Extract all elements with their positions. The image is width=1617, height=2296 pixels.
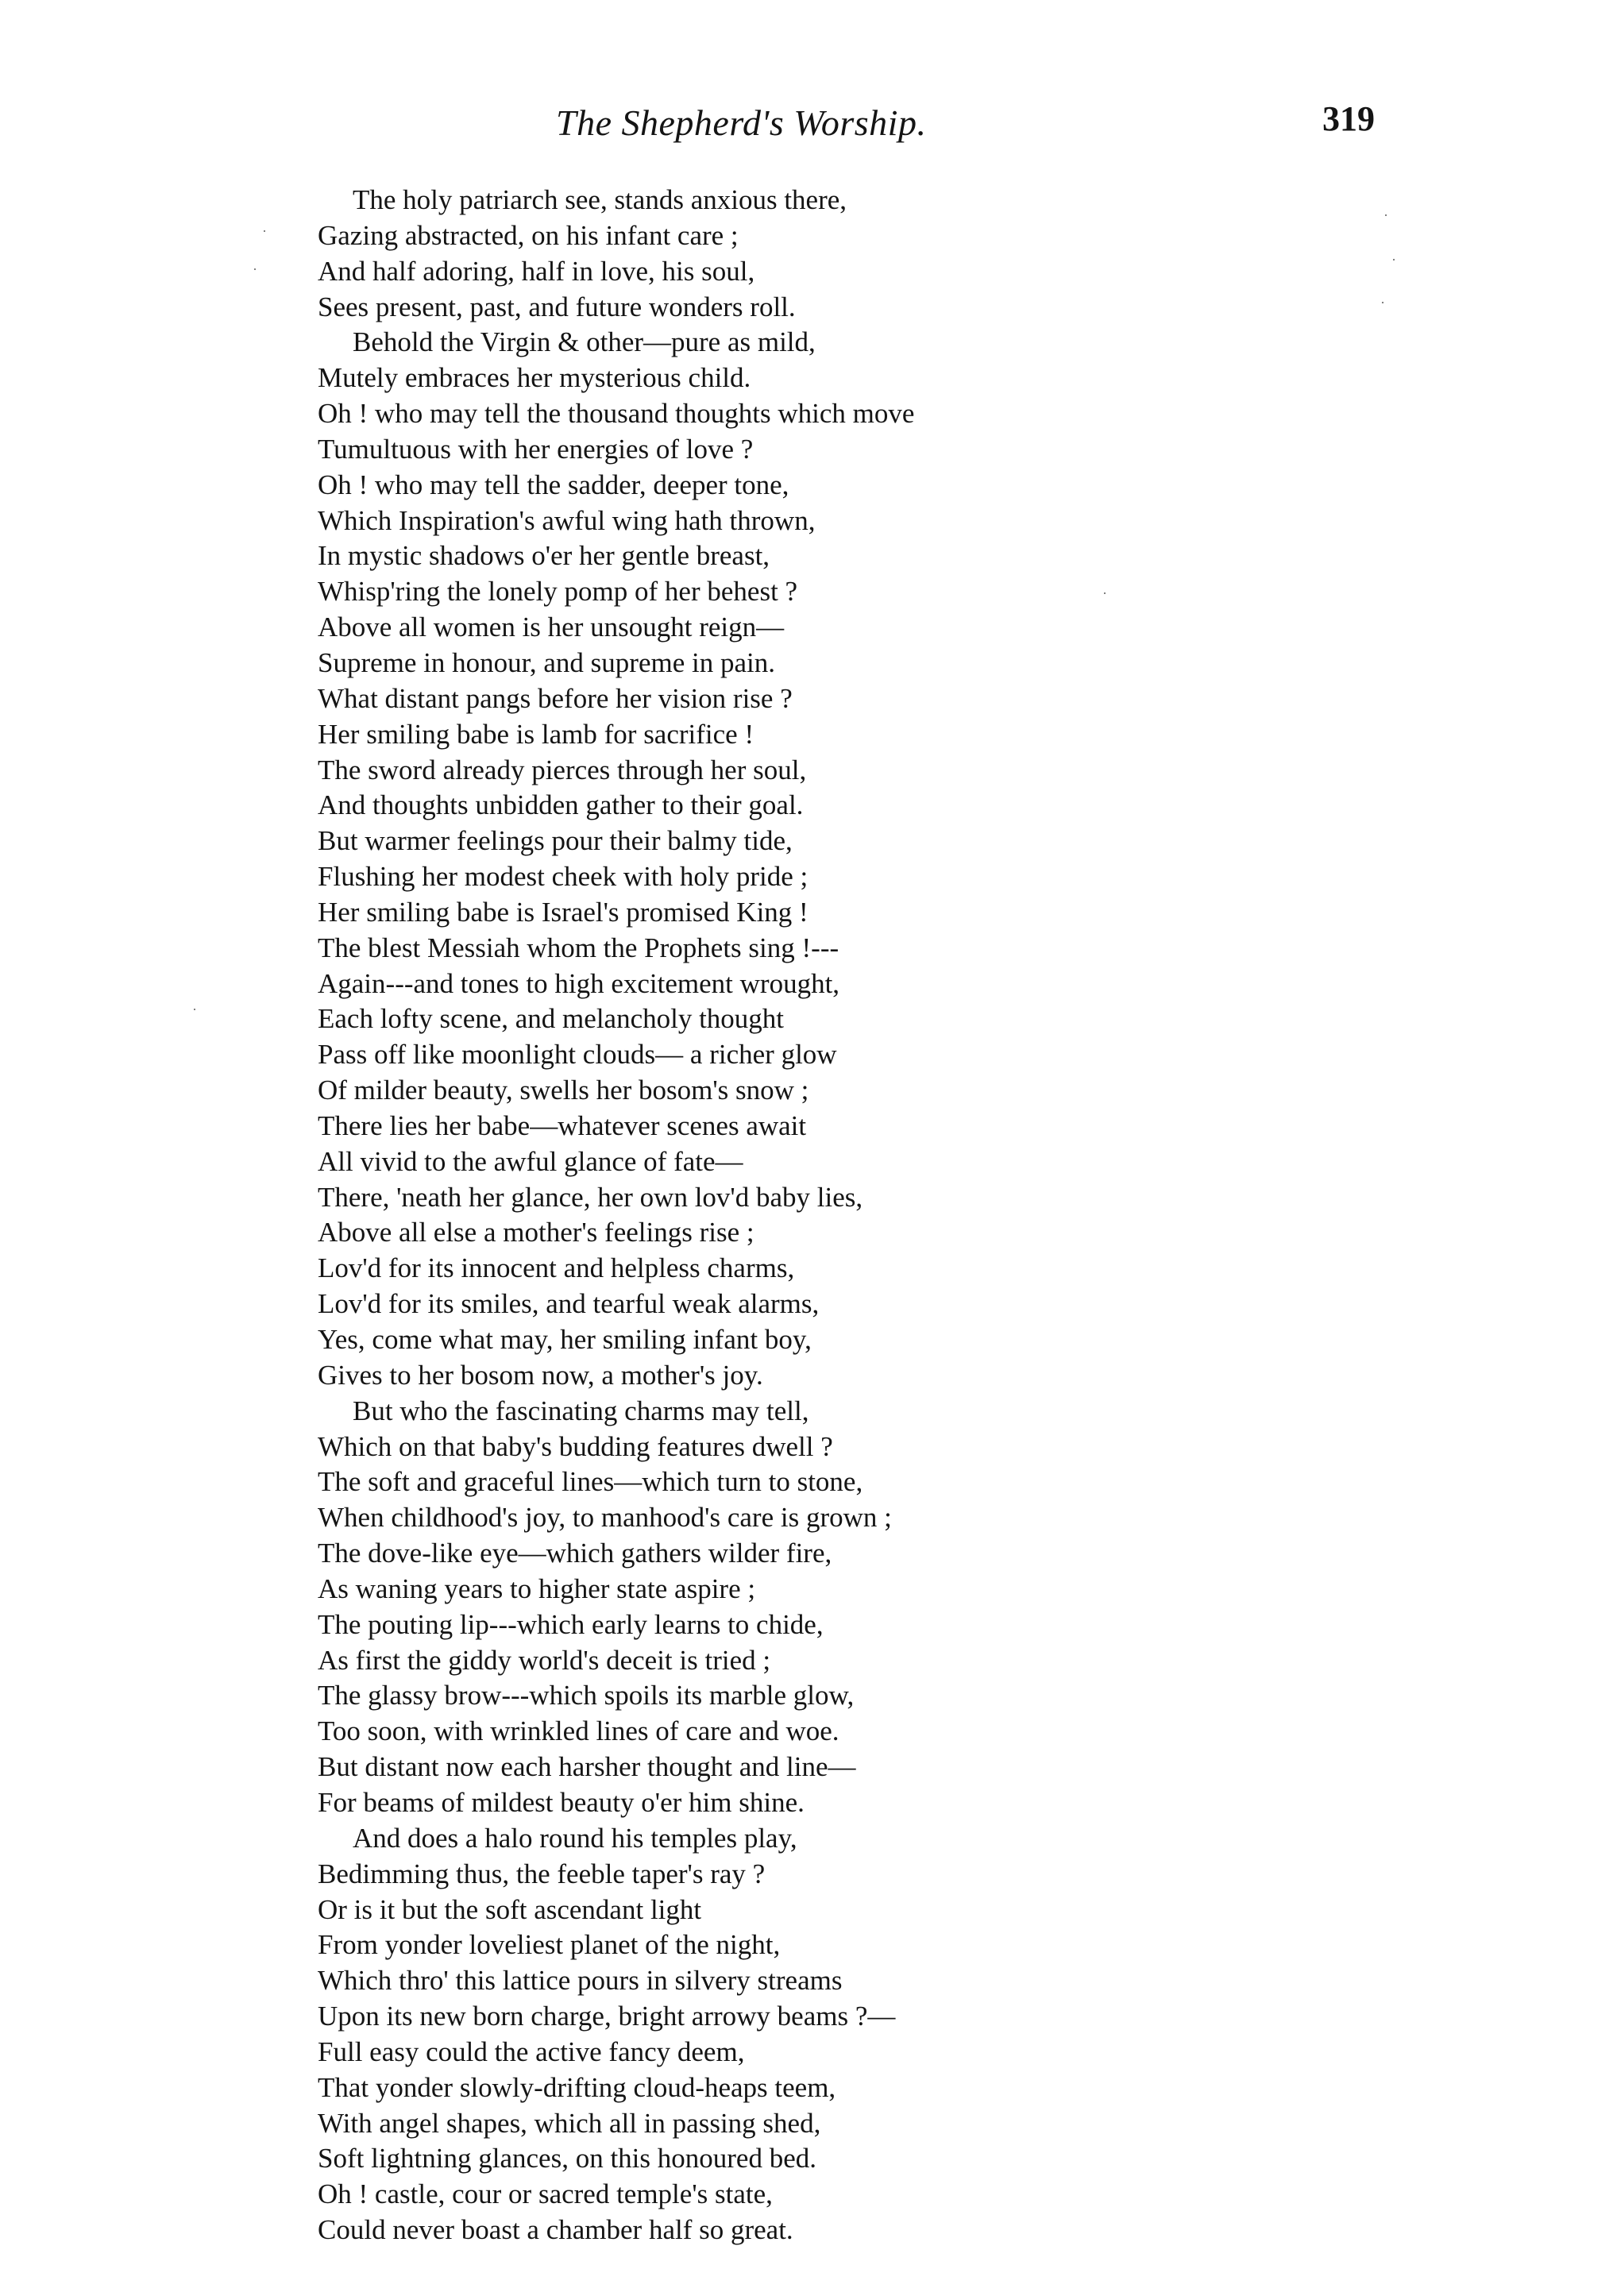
poem-line: Tumultuous with her energies of love ? xyxy=(318,433,754,465)
poem-line: There, 'neath her glance, her own lov'd baby lies, xyxy=(318,1181,863,1213)
poem-line: The glassy brow---which spoils its marble glow, xyxy=(318,1680,855,1711)
poem-line: The soft and graceful lines—which turn to stone, xyxy=(318,1466,863,1498)
margin-speck: · xyxy=(1102,585,1107,601)
poem-line: Whisp'ring the lonely pomp of her behest ? xyxy=(318,576,798,608)
poem-line: The dove-like eye—which gathers wilder fire, xyxy=(318,1538,832,1569)
poem-line: Mutely embraces her mysterious child. xyxy=(318,362,751,394)
poem-line: And does a halo round his temples play, xyxy=(353,1822,797,1854)
poem-line: Pass off like moonlight clouds— a richer glow xyxy=(318,1039,837,1071)
poem-line: But who the fascinating charms may tell, xyxy=(353,1395,809,1426)
poem-line: Too soon, with wrinkled lines of care and woe. xyxy=(318,1715,839,1747)
poem-line: Gazing abstracted, on his infant care ; xyxy=(318,219,739,251)
margin-speck: · xyxy=(1391,252,1396,268)
poem-line: All vivid to the awful glance of fate— xyxy=(318,1145,743,1177)
poem-line: Which Inspiration's awful wing hath thrown, xyxy=(318,504,816,536)
poem-line: Above all women is her unsought reign— xyxy=(318,612,785,643)
poem-line: Upon its new born charge, bright arrowy beams ?— xyxy=(318,2001,896,2032)
poem-line: Again---and tones to high excitement wrought, xyxy=(318,967,840,999)
poem-line: Yes, come what may, her smiling infant boy, xyxy=(318,1324,812,1355)
poem-line: As first the giddy world's deceit is tried ; xyxy=(318,1644,771,1676)
poem-line: Her smiling babe is lamb for sacrifice ! xyxy=(318,718,754,750)
poem-line: With angel shapes, which all in passing shed, xyxy=(318,2107,821,2139)
margin-speck: · xyxy=(1384,207,1388,223)
poem-line: In mystic shadows o'er her gentle breast, xyxy=(318,540,770,572)
poem-line: Could never boast a chamber half so great. xyxy=(318,2214,793,2246)
poem-line: As waning years to higher state aspire ; xyxy=(318,1572,756,1604)
poem-line: Bedimming thus, the feeble taper's ray ? xyxy=(318,1858,766,1889)
poem-line: Behold the Virgin & other—pure as mild, xyxy=(353,326,816,358)
poem-line: Which thro' this lattice pours in silvery streams xyxy=(318,1965,843,1997)
margin-speck: · xyxy=(1380,295,1385,311)
poem-line: Full easy could the active fancy deem, xyxy=(318,2036,745,2067)
page-number: 319 xyxy=(1322,99,1375,138)
poem-line: For beams of mildest beauty o'er him shine. xyxy=(318,1786,805,1818)
poem-line: The blest Messiah whom the Prophets sing !--- xyxy=(318,932,839,963)
margin-speck: · xyxy=(262,223,267,239)
poem-line: Lov'd for its smiles, and tearful weak alarms, xyxy=(318,1288,820,1320)
poem-line: Above all else a mother's feelings rise ; xyxy=(318,1217,754,1248)
poem-line: But warmer feelings pour their balmy tide, xyxy=(318,825,793,857)
poem-text xyxy=(318,183,1541,2248)
poem-line: The pouting lip---which early learns to chide, xyxy=(318,1608,824,1640)
poem-line: The sword already pierces through her soul, xyxy=(318,754,807,785)
poem-line: Oh ! castle, cour or sacred temple's state, xyxy=(318,2178,773,2210)
poem-line: Supreme in honour, and supreme in pain. xyxy=(318,646,775,678)
poem-line: Of milder beauty, swells her bosom's snow ; xyxy=(318,1075,809,1106)
poem-line: And thoughts unbidden gather to their goal. xyxy=(318,789,804,821)
poem-line: From yonder loveliest planet of the night, xyxy=(318,1929,781,1961)
poem-line: But distant now each harsher thought and line— xyxy=(318,1751,856,1783)
running-head xyxy=(0,99,1617,149)
poem-line: Oh ! who may tell the sadder, deeper tone, xyxy=(318,469,789,500)
poem-line: Each lofty scene, and melancholy thought xyxy=(318,1003,785,1035)
poem-line: And half adoring, half in love, his soul, xyxy=(318,255,755,287)
poem-line: Her smiling babe is Israel's promised King ! xyxy=(318,896,808,928)
poem-line: There lies her babe—whatever scenes await xyxy=(318,1109,807,1141)
poem-line: The holy patriarch see, stands anxious there, xyxy=(353,184,847,215)
poem-line: Sees present, past, and future wonders roll. xyxy=(318,291,796,322)
poem-line: Or is it but the soft ascendant light xyxy=(318,1893,702,1925)
margin-speck: · xyxy=(253,261,257,277)
poem-line: Gives to her bosom now, a mother's joy. xyxy=(318,1359,763,1391)
poem-line: Which on that baby's budding features dwell ? xyxy=(318,1430,833,1462)
poem-line: Oh ! who may tell the thousand thoughts which move xyxy=(318,398,915,430)
poem-line: That yonder slowly-drifting cloud-heaps teem, xyxy=(318,2071,836,2103)
margin-speck: · xyxy=(192,1001,197,1017)
poem-line: When childhood's joy, to manhood's care is grown ; xyxy=(318,1502,892,1534)
poem-line: Lov'd for its innocent and helpless charms, xyxy=(318,1252,795,1284)
poem-line: Flushing her modest cheek with holy pride ; xyxy=(318,861,808,893)
poem-line: Soft lightning glances, on this honoured bed. xyxy=(318,2143,816,2174)
poem-line: What distant pangs before her vision rise ? xyxy=(318,682,793,714)
page-title: The Shepherd's Worship. xyxy=(556,102,927,143)
